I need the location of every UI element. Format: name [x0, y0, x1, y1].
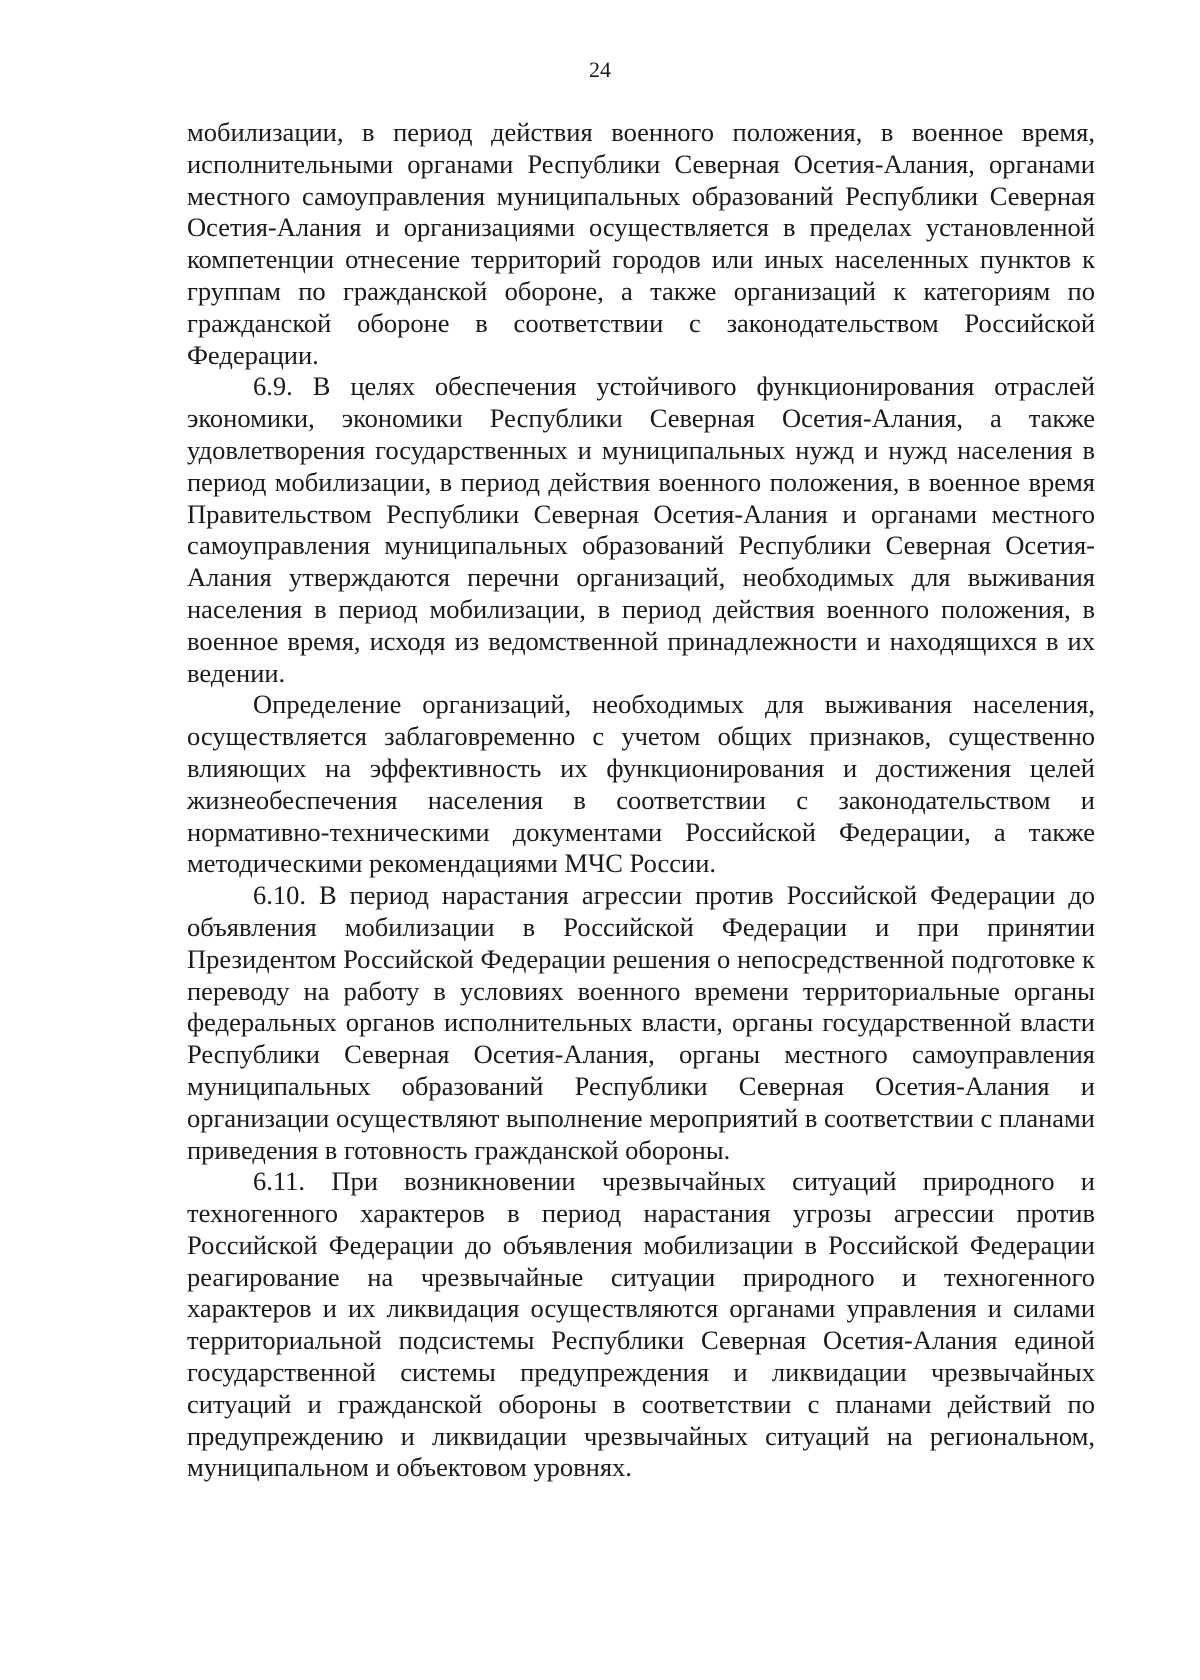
paragraph-6-9: 6.9. В целях обеспечения устойчивого функционирования отраслей экономики, экономики Республики Северная Осетия-Алания, а также удовлетворения государственных и муниципальных нужд и нужд населения в период мобилизации, в период действия военного положения, в военное время Правительством Республики Северная Осетия-Алания и органами местного самоуправления муниципальных образований Республики Северная Осетия-Алания утверждаются перечни организаций, необходимых для выживания населения в период мобилизации, в период действия военного положения, в военное время, исходя из ведомственной принадлежности и находящихся в их ведении.	[187, 371, 1095, 688]
document-body	[187, 117, 1095, 1484]
page-number: 24	[589, 57, 611, 82]
paragraph-6-10: 6.10. В период нарастания агрессии против Российской Федерации до объявления мобилизации в Российской Федерации и при принятии Президентом Российской Федерации решения о непосредственной подготовке к переводу на работу в условиях военного времени территориальные органы федеральных органов исполнительных власти, органы государственной власти Республики Северная Осетия-Алания, органы местного самоуправления муниципальных образований Республики Северная Осетия-Алания и организации осуществляют выполнение мероприятий в соответствии с планами приведения в готовность гражданской обороны.	[187, 880, 1095, 1165]
paragraph-continuation: мобилизации, в период действия военного положения, в военное время, исполнительными органами Республики Северная Осетия-Алания, органами местного самоуправления муниципальных образований Республики Северная Осетия-Алания и организациями осуществляется в пределах установленной компетенции отнесение территорий городов или иных населенных пунктов к группам по гражданской обороне, а также организаций к категориям по гражданской обороне в соответствии с законодательством Российской Федерации.	[187, 117, 1095, 370]
paragraph-6-11: 6.11. При возникновении чрезвычайных ситуаций природного и техногенного характеров в период нарастания угрозы агрессии против Российской Федерации до объявления мобилизации в Российской Федерации реагирование на чрезвычайные ситуации природного и техногенного характеров и их ликвидация осуществляются органами управления и силами территориальной подсистемы Республики Северная Осетия-Алания единой государственной системы предупреждения и ликвидации чрезвычайных ситуаций и гражданской обороны в соответствии с планами действий по предупреждению и ликвидации чрезвычайных ситуаций на региональном, муниципальном и объектовом уровнях.	[187, 1166, 1095, 1483]
paragraph-organizations-definition: Определение организаций, необходимых для выживания населения, осуществляется заблаговременно с учетом общих признаков, существенно влияющих на эффективность их функционирования и достижения целей жизнеобеспечения населения в соответствии с законодательством и нормативно-техническими документами Российской Федерации, а также методическими рекомендациями МЧС России.	[187, 689, 1095, 879]
